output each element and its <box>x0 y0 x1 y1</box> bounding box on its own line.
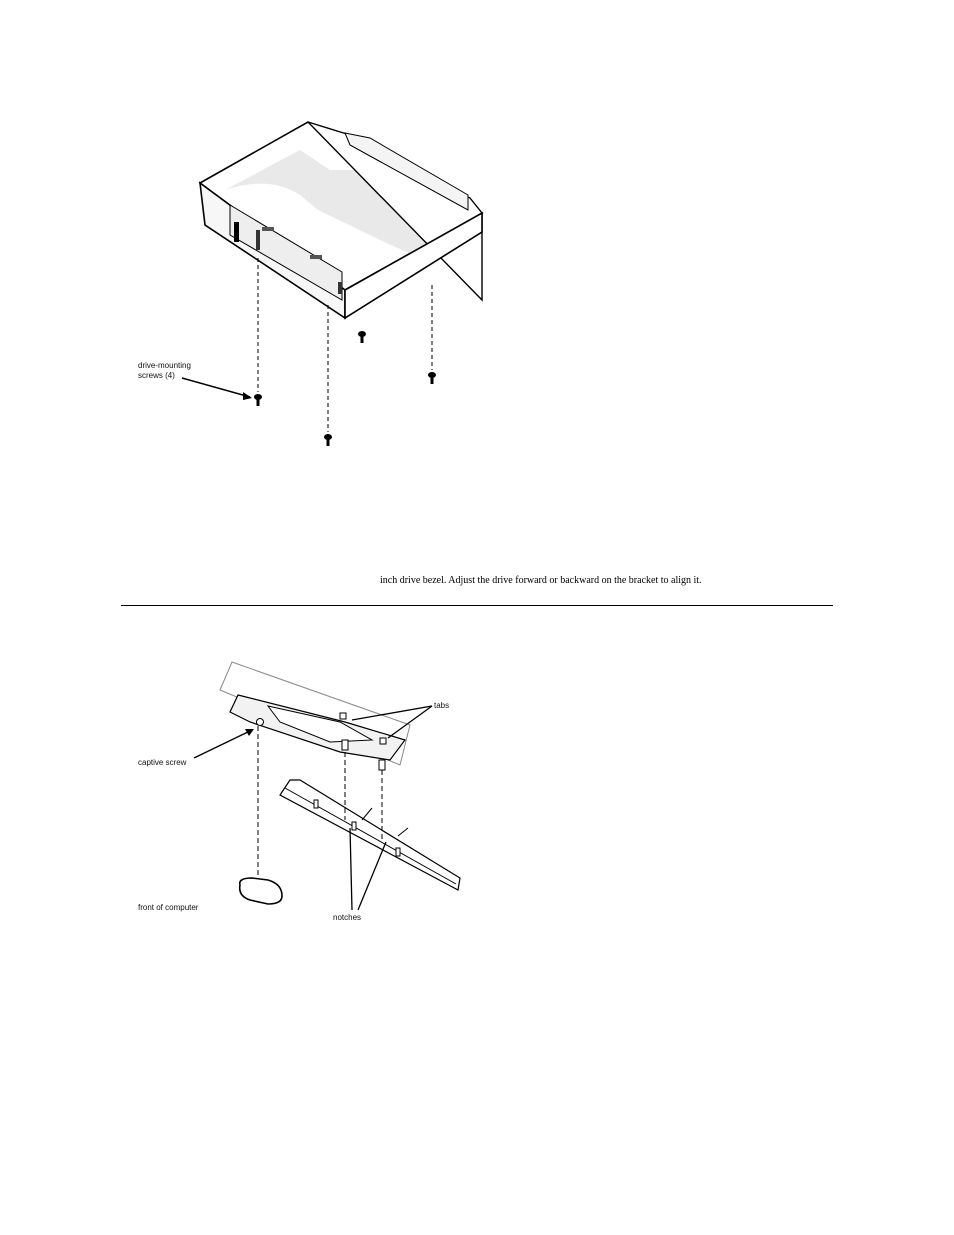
tabs-label: tabs <box>434 701 450 710</box>
rail-mark-2 <box>398 828 408 836</box>
notches-arrow-1 <box>350 828 352 910</box>
rail-notch-3 <box>396 848 400 856</box>
notches-arrow-2 <box>358 842 386 910</box>
callout-arrow <box>182 378 250 397</box>
bezel-notch-1 <box>262 227 274 231</box>
rail-notch-1 <box>314 800 318 808</box>
bracket-foot-1 <box>342 740 348 750</box>
tabs-arrow-2 <box>388 706 432 738</box>
notches-label: notches <box>333 913 362 922</box>
rail-notch-2 <box>352 822 356 830</box>
captive-screw-arrow <box>194 730 252 758</box>
callout-label-line-2: screws (4) <box>138 371 175 380</box>
screw-icon <box>254 394 262 406</box>
screw-icon <box>428 372 436 384</box>
bracket-foot-2 <box>379 760 385 770</box>
front-of-computer-label: front of computer <box>138 903 199 912</box>
tabs-arrow-1 <box>352 706 432 720</box>
chassis-rail <box>280 780 460 890</box>
instruction-text: inch drive bezel. Adjust the drive forward or backward on the bracket to align it. <box>380 575 702 586</box>
section-divider <box>121 605 833 606</box>
bracket-figure <box>0 640 954 940</box>
callout-label-line-1: drive-mounting <box>138 361 191 370</box>
drive-mounting-figure <box>0 0 954 470</box>
rail-edge <box>285 788 456 884</box>
bezel-slot <box>234 222 239 242</box>
callout-arrowhead <box>243 392 252 400</box>
bracket-tab-left <box>340 713 346 719</box>
bracket-tab-right <box>380 738 386 744</box>
front-pad <box>240 878 282 904</box>
bezel-button <box>338 282 342 294</box>
bezel-eject <box>256 230 260 250</box>
captive-screw-label: captive screw <box>138 758 187 767</box>
rail-mark-1 <box>362 808 372 820</box>
screw-icon <box>358 331 366 343</box>
screw-icon <box>324 434 332 446</box>
captive-screw-icon <box>257 719 264 726</box>
bezel-notch-2 <box>310 255 322 259</box>
